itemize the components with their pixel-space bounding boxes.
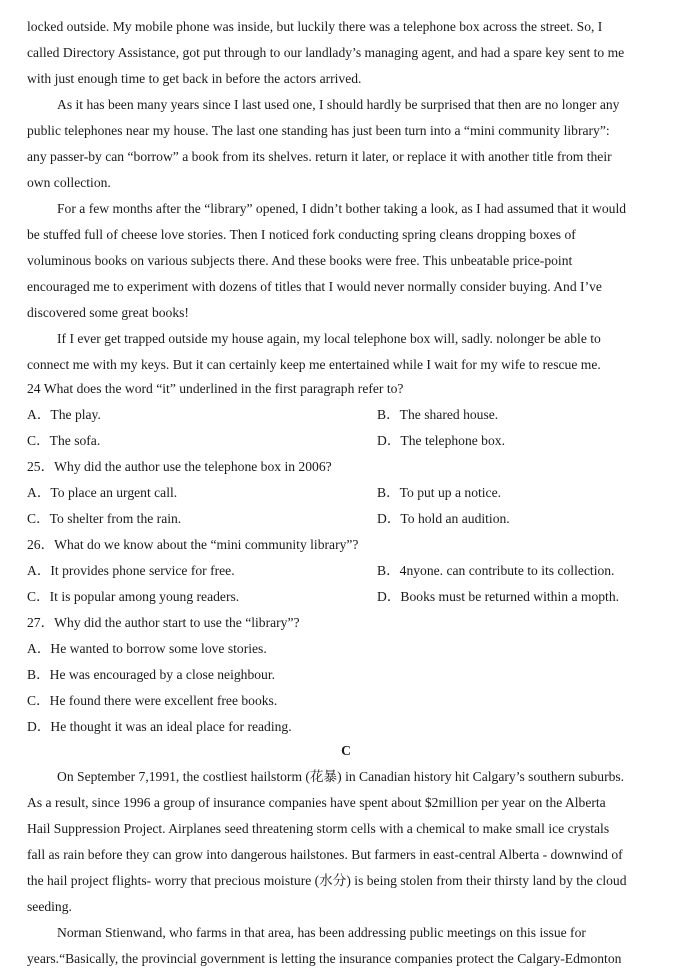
option-c: C．The sofa.: [27, 433, 101, 448]
option-c: C．To shelter from the rain.: [27, 511, 182, 526]
option-b: B．The shared house.: [377, 407, 499, 422]
option-b: B．He was encouraged by a close neighbour.: [27, 667, 276, 682]
passage-line: seeding.: [27, 899, 72, 914]
passage-line: called Directory Assistance, got put through to our landlady’s managing agent, and had a spare key sent to me: [27, 45, 625, 60]
passage-line: Norman Stienwand, who farms in that area, has been addressing public meetings on this issue for: [57, 925, 586, 940]
option-a: A．He wanted to borrow some love stories.: [27, 641, 267, 656]
passage-line: locked outside. My mobile phone was inside, but luckily there was a telephone box across the street. So, I: [27, 19, 603, 34]
option-d: D．To hold an audition.: [377, 511, 510, 526]
passage-line: the hail project flights- worry that precious moisture (水分) is being stolen from their thirsty land by the cloud: [27, 873, 627, 888]
question-stem: 25．Why did the author use the telephone box in 2006?: [27, 459, 332, 474]
option-d: D．He thought it was an ideal place for reading.: [27, 719, 292, 734]
option-b: B．4nyone. can contribute to its collection.: [377, 563, 615, 578]
option-c: C．It is popular among young readers.: [27, 589, 240, 604]
passage-line: discovered some great books!: [27, 305, 189, 320]
question-stem: 27．Why did the author start to use the “library”?: [27, 615, 300, 630]
section-heading: C: [341, 743, 351, 758]
passage-line: years.“Basically, the provincial government is letting the insurance companies protect the Calgary-Edmonton: [27, 951, 622, 966]
question-stem: 26．What do we know about the “mini community library”?: [27, 537, 359, 552]
option-c: C．He found there were excellent free books.: [27, 693, 278, 708]
passage-line: As it has been many years since I last used one, I should hardly be surprised that then are no longer any: [57, 97, 620, 112]
passage-line: be stuffed full of cheese love stories. Then I noticed fork conducting spring cleans dropping boxes of: [27, 227, 576, 242]
option-a: A．To place an urgent call.: [27, 485, 178, 500]
option-b: B．To put up a notice.: [377, 485, 502, 500]
passage-line: On September 7,1991, the costliest hailstorm (花暴) in Canadian history hit Calgary’s southern suburbs.: [57, 769, 625, 784]
passage-line: fall as rain before they can grow into dangerous hailstones. But farmers in east-central Alberta - downwind of: [27, 847, 623, 862]
passage-line: with just enough time to get back in before the actors arrived.: [27, 71, 362, 86]
option-d: D．The telephone box.: [377, 433, 505, 448]
passage-line: own collection.: [27, 175, 111, 190]
question-stem: 24 What does the word “it” underlined in the first paragraph refer to?: [27, 381, 404, 396]
option-d: D．Books must be returned within a mopth.: [377, 589, 620, 604]
option-a: A．The play.: [27, 407, 101, 422]
passage-line: As a result, since 1996 a group of insurance companies have spent about $2million per year on the Alberta: [27, 795, 606, 810]
passage-line: encouraged me to experiment with dozens of titles that I would never normally consider buying. And I’ve: [27, 279, 602, 294]
passage-line: voluminous books on various subjects there. And these books were free. This unbeatable price-point: [27, 253, 573, 268]
passage-line: If I ever get trapped outside my house again, my local telephone box will, sadly. nolonger be able to: [57, 331, 601, 346]
passage-line: public telephones near my house. The last one standing has just been turn into a “mini community library”:: [27, 123, 610, 138]
option-a: A．It provides phone service for free.: [27, 563, 235, 578]
passage-line: any passer-by can “borrow” a book from its shelves. return it later, or replace it with another title from their: [27, 149, 612, 164]
passage-line: For a few months after the “library” opened, I didn’t bother taking a look, as I had assumed that it would: [57, 201, 627, 216]
passage-line: connect me with my keys. But it can certainly keep me entertained while I wait for my wife to rescue me.: [27, 357, 601, 372]
passage-line: Hail Suppression Project. Airplanes seed threatening storm cells with a chemical to make small ice crystals: [27, 821, 610, 836]
